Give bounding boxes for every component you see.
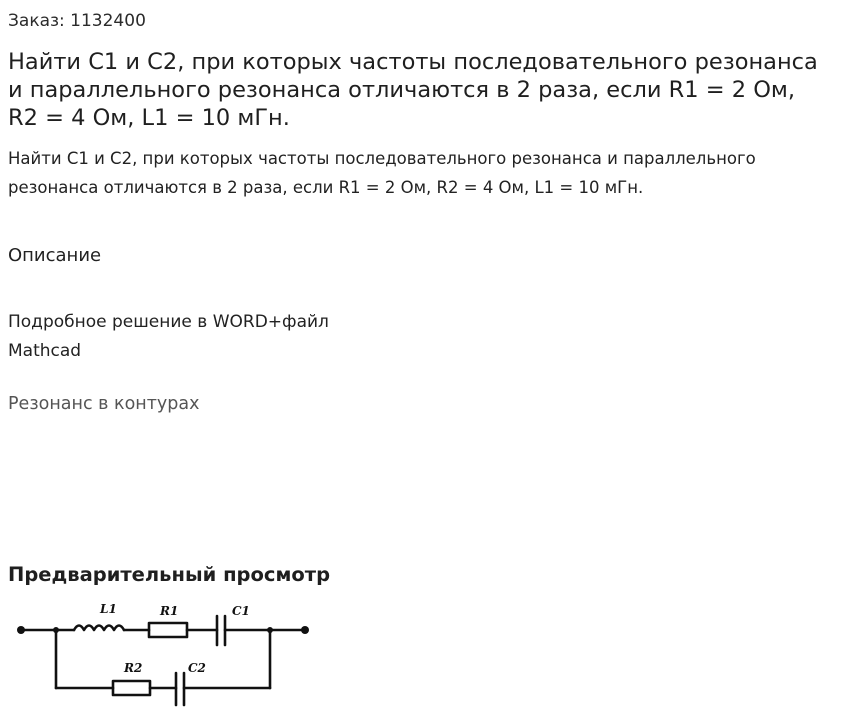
resistor-r1-symbol: [149, 623, 187, 637]
junction-left: [53, 627, 59, 633]
description-line-2: Mathcad: [8, 340, 82, 361]
inductor-l1-symbol: [74, 626, 124, 631]
category-link[interactable]: Резонанс в контурах: [8, 394, 200, 414]
description-text: [8, 308, 388, 365]
circuit-diagram-image: [14, 597, 314, 709]
label-r1: R1: [160, 604, 179, 618]
terminal-right: [301, 626, 309, 634]
resistor-r2-symbol: [113, 681, 150, 695]
label-c2: C2: [188, 661, 206, 675]
problem-statement: Найти С1 и С2, при которых частоты последовательного резонанса и параллельного резонанса отличаются в 2 раза, если R1 = 2 Ом, R2 = 4 Ом, L1 = 10 мГн.: [8, 149, 756, 197]
terminal-left: [17, 626, 25, 634]
description-line-1: Подробное решение в WORD+файл: [8, 312, 329, 332]
order-number: Заказ: 1132400: [8, 11, 146, 31]
description-heading: Описание: [8, 245, 102, 266]
preview-heading: Предварительный просмотр: [8, 563, 331, 586]
label-l1: L1: [100, 602, 117, 616]
junction-right: [267, 627, 273, 633]
page-title: Найти С1 и С2, при которых частоты последовательного резонанса и параллельного резонанса отличаются в 2 раза, если R1 = 2 Ом, R2 = 4 Ом, L1 = 10 мГн.: [8, 49, 818, 131]
label-r2: R2: [124, 661, 143, 675]
label-c1: C1: [232, 604, 250, 618]
